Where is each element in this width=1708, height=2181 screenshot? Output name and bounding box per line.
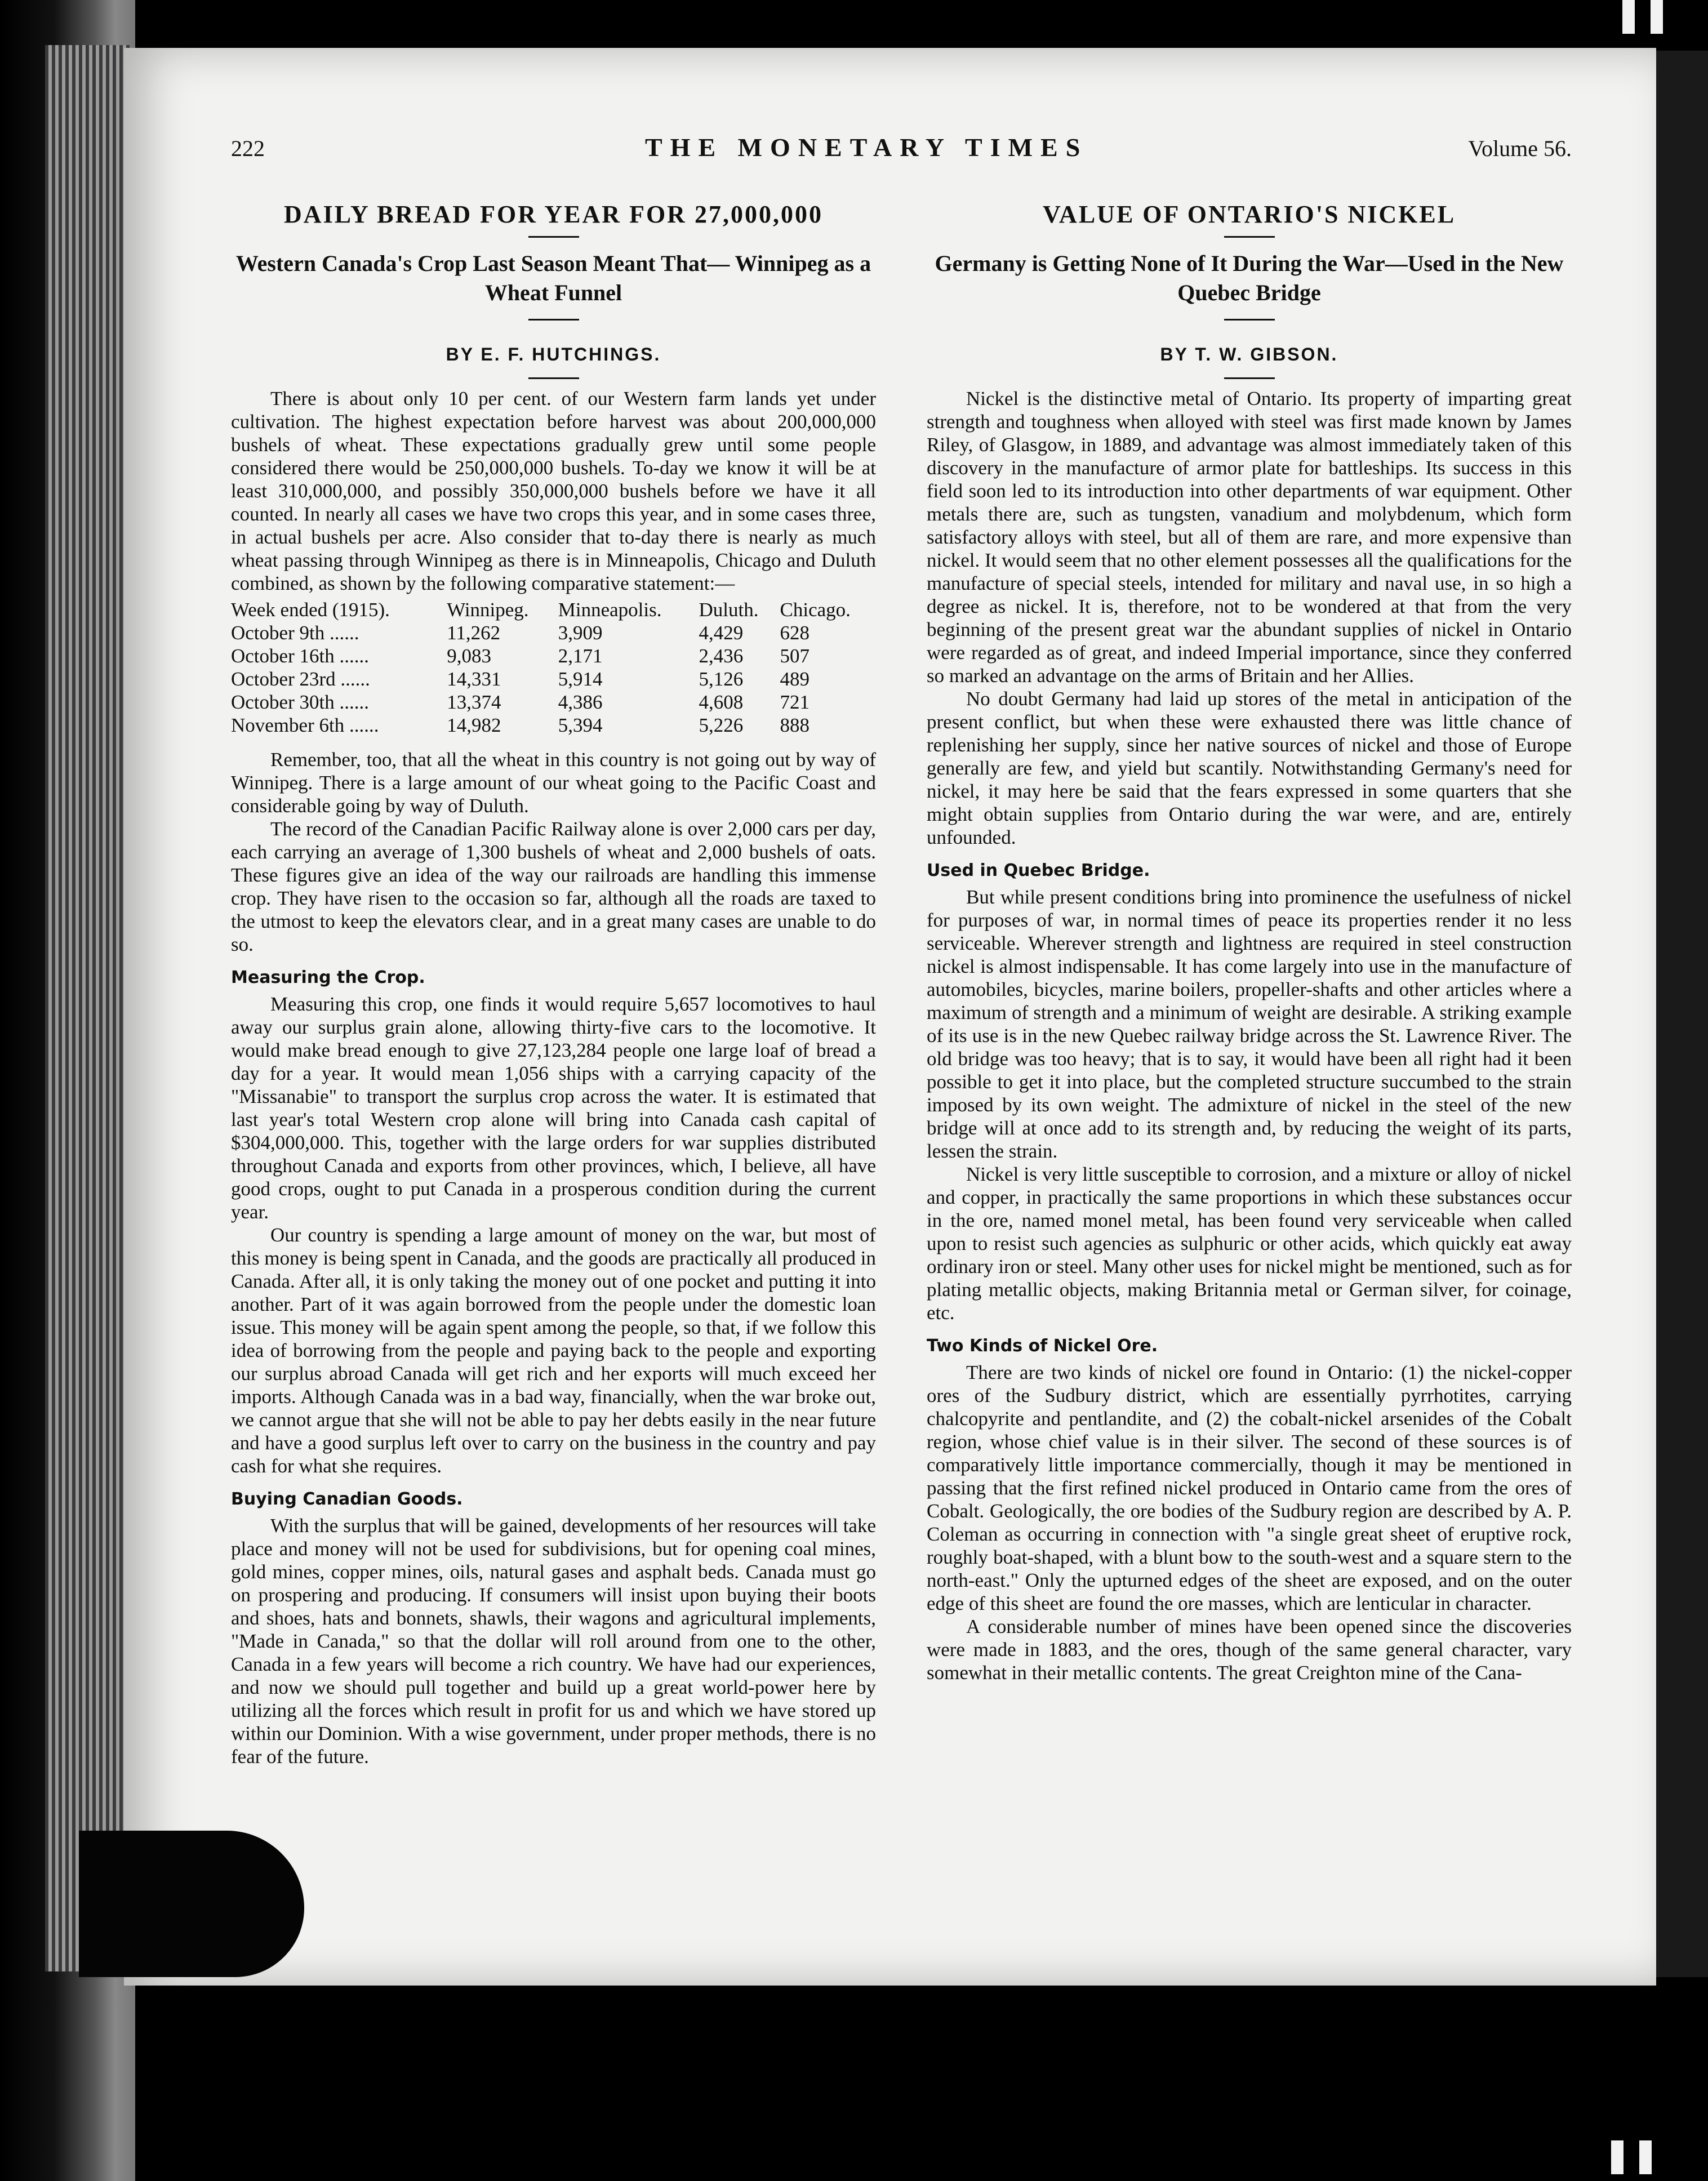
- volume-label: Volume 56.: [1468, 136, 1572, 161]
- divider: [1224, 236, 1275, 238]
- table-cell: 489: [780, 668, 810, 690]
- section-heading: Two Kinds of Nickel Ore.: [927, 1336, 1158, 1356]
- paragraph: But while present conditions bring into prominence the usefulness of nickel for purposes of war, in normal times of peace its properties render it no less serviceable. Wherever strength and lightness are required in steel construction nickel is almost indispensable. It has come largely into use in the manufacture of automobiles, bicycles, marine boilers, propeller-shafts and other articles where a maximum of strength and a minimum of weight are desirable. A striking example of its use is in the new Quebec railway bridge across the St. Lawrence River. The old bridge was too heavy; that is to say, it would have been all right had it been possible to get it into place, but the completed structure succumbed to the strain imposed by its own weight. The admixture of nickel in the steel of the new bridge will at once add to its strength and, by reducing the weight of its parts, lessen the strain.: [927, 886, 1572, 1162]
- table-cell: 9,083: [447, 645, 491, 667]
- article-subtitle: Western Canada's Crop Last Season Meant That— Winnipeg as a Wheat Funnel: [235, 251, 871, 305]
- table-cell: 888: [780, 714, 810, 736]
- paragraph: Measuring this crop, one finds it would require 5,657 locomotives to haul away our surplus grain alone, allowing thirty-five cars to the locomotive. It would make bread enough to give 27,123,284 people one large loaf of bread a day for a year. It would mean 1,056 ships with a carrying capacity of the "Missanabie" to transport the surplus crop across the water. It is estimated that last year's total Western crop alone will bring into Canada cash capital of $304,000,000. This, together with the large orders for war supplies distributed throughout Canada and exports from other provinces, which, I believe, all have good crops, ought to put Canada in a prosperous condition during the current year.: [231, 993, 876, 1223]
- table-cell: 507: [780, 645, 810, 667]
- paragraph: There are two kinds of nickel ore found in Ontario: (1) the nickel-copper ores of the Sudbury district, which are essentially pyrrhotites, carrying chalcopyrite and pentlandite, and (2) the cobalt-nickel arsenides of the Cobalt region, whose chief value is in their silver. The second of these sources is of comparatively little importance commercially, though it may be mentioned in passing that the first refined nickel produced in Ontario came from the ores of Cobalt. Geologically, the ore bodies of the Sudbury region are described by A. P. Coleman as occurring in connection with "a single great sheet of eruptive rock, roughly boat-shaped, with a blunt bow to the south-west and a square stern to the north-east." Only the upturned edges of the sheet are exposed, and on the outer edge of this sheet are found the ore masses, which are lenticular in character.: [927, 1361, 1572, 1614]
- table-cell: 13,374: [447, 691, 501, 713]
- running-header: [231, 132, 1572, 162]
- paragraph: Nickel is the distinctive metal of Ontario. Its property of imparting great strength and toughness when alloyed with steel was first made known by James Riley, of Glasgow, in 1889, and advantage was almost immediately taken of this discovery in the manufacture of armor plate for battleships. Its success in this field soon led to its introduction into other departments of war equipment. Other metals there are, such as tungsten, vanadium and molybdenum, which form satisfactory alloys with steel, but all of them are rare, and more expensive than nickel. It would seem that no other element possesses all the qualifications for the manufacture of special steels, intended for military and naval use, in so high a degree as nickel. It is, therefore, not to be wondered at that from the very beginning of the present great war the abundant supplies of nickel in Ontario were regarded as of great, and indeed Imperial importance, since they conferred so marked an advantage on the arms of Britain and her Allies.: [927, 388, 1572, 687]
- article-title: DAILY BREAD FOR YEAR FOR 27,000,000: [284, 201, 823, 228]
- column-header: Duluth.: [699, 599, 759, 621]
- table-cell: 2,171: [558, 645, 603, 667]
- table-row: [231, 714, 876, 737]
- article-title: VALUE OF ONTARIO'S NICKEL: [1042, 201, 1456, 228]
- divider: [528, 319, 579, 321]
- paragraph: Remember, too, that all the wheat in this country is not going out by way of Winnipeg. There is a large amount of our wheat going to the Pacific Coast and considerable going by way of Duluth.: [231, 749, 876, 817]
- table-cell: October 23rd ......: [231, 668, 370, 690]
- table-cell: October 30th ......: [231, 691, 369, 713]
- table-cell: 5,126: [699, 668, 744, 690]
- paragraph: Nickel is very little susceptible to corrosion, and a mixture or alloy of nickel and copper, in practically the same proportions in which these substances occur in the ore, named monel metal, has been found very serviceable when called upon to resist such agencies as sulphuric or other acids, which quickly eat away ordinary iron or steel. Many other uses for nickel might be mentioned, such as for plating metallic objects, making Britannia metal or German silver, for coinage, etc.: [927, 1163, 1572, 1324]
- column-header: Chicago.: [780, 599, 851, 621]
- table-cell: 3,909: [558, 622, 603, 644]
- left-article: [231, 196, 876, 1768]
- divider: [1224, 319, 1275, 321]
- frame-mark: [1611, 2140, 1624, 2174]
- article-subtitle: Germany is Getting None of It During the War—Used in the New Quebec Bridge: [935, 251, 1564, 305]
- paragraph: There is about only 10 per cent. of our Western farm lands yet under cultivation. The highest expectation before harvest was about 200,000,000 bushels of wheat. These expectations gradually grew until some people considered there would be 250,000,000 bushels. To-day we know it will be at least 310,000,000, and possibly 350,000,000 bushels before we have it all counted. In nearly all cases we have two crops this year, and in some cases three, in actual bushels per acre. Also consider that to-day there is nearly as much wheat passing through Winnipeg as there is in Minneapolis, Chicago and Duluth combined, as shown by the following comparative statement:—: [231, 388, 876, 594]
- column-header: Minneapolis.: [558, 599, 662, 621]
- frame-mark: [1651, 0, 1663, 34]
- article-byline: BY T. W. GIBSON.: [1160, 344, 1338, 364]
- table-cell: 14,982: [447, 714, 501, 736]
- divider: [528, 236, 579, 238]
- table-cell: 5,226: [699, 714, 744, 736]
- publication-title: THE MONETARY TIMES: [645, 133, 1088, 162]
- article-byline: BY E. F. HUTCHINGS.: [446, 344, 661, 364]
- table-cell: 5,394: [558, 714, 603, 736]
- page-stack-edge: [45, 45, 130, 1971]
- table-cell: 14,331: [447, 668, 501, 690]
- paragraph: The record of the Canadian Pacific Railway alone is over 2,000 cars per day, each carrying an average of 1,300 bushels of wheat and 2,000 bushels of oats. These figures give an idea of the way our railroads are handling this immense crop. They have risen to the occasion so far, although all the roads are taxed to the utmost to keep the elevators clear, and in a great many cases are unable to do so.: [231, 818, 876, 955]
- table-cell: 628: [780, 622, 810, 644]
- paragraph: Our country is spending a large amount of money on the war, but most of this money is being spent in Canada, and the goods are practically all produced in Canada. After all, it is only taking the money out of one pocket and putting it into another. Part of it was again borrowed from the people under the domestic loan issue. This money will be again spent among the people, so that, if we follow this idea of borrowing from the people and paying back to the people and exporting our surplus abroad Canada will get rich and her exports will much exceed her imports. Although Canada was in a bad way, financially, when the war broke out, we cannot argue that she will not be able to pay her debts easily in the near future and have a good surplus left over to carry on the business in the country and pay cash for what she requires.: [231, 1224, 876, 1477]
- table-row: [231, 691, 876, 714]
- paragraph: No doubt Germany had laid up stores of the metal in anticipation of the present conflict, but when these were exhausted there was little chance of replenishing her supply, since her native sources of nickel and those of Europe generally are few, and yield but scantily. Notwithstanding Germany's need for nickel, it may here be said that the fears expressed in some quarters that she might obtain supplies from Ontario during the war were, and are, entirely unfounded.: [927, 688, 1572, 848]
- table-cell: October 9th ......: [231, 622, 359, 644]
- frame-mark: [1639, 2140, 1652, 2174]
- column-header: Winnipeg.: [447, 599, 529, 621]
- document-page: [124, 48, 1656, 1986]
- table-row: [231, 644, 876, 667]
- section-heading: Used in Quebec Bridge.: [927, 861, 1150, 880]
- frame-mark: [1622, 0, 1635, 34]
- page-number: 222: [231, 136, 265, 161]
- table-cell: November 6th ......: [231, 714, 379, 736]
- divider: [1224, 377, 1275, 379]
- column-header: Week ended (1915).: [231, 599, 390, 621]
- wheat-receipts-table: [231, 598, 876, 737]
- table-cell: 5,914: [558, 668, 603, 690]
- thumb-shadow: [79, 1831, 304, 1977]
- table-row: [231, 621, 876, 644]
- table-cell: 11,262: [447, 622, 501, 644]
- table-cell: 4,386: [558, 691, 603, 713]
- table-cell: 2,436: [699, 645, 744, 667]
- divider: [528, 377, 579, 379]
- table-cell: 4,608: [699, 691, 744, 713]
- table-row: [231, 667, 876, 691]
- table-header-row: [231, 598, 876, 621]
- table-cell: 4,429: [699, 622, 744, 644]
- table-cell: October 16th ......: [231, 645, 369, 667]
- right-article: [927, 196, 1572, 1768]
- section-heading: Measuring the Crop.: [231, 968, 425, 987]
- paragraph: With the surplus that will be gained, developments of her resources will take place and money will not be used for subdivisions, but for opening coal mines, gold mines, copper mines, oils, natural gases and asphalt beds. Canada must go on prospering and producing. If consumers will insist upon buying their boots and shoes, hats and bonnets, shawls, their wagons and agricultural implements, "Made in Canada," so that the dollar will roll around from one to the other, Canada in a few years will become a rich country. We have had our experiences, and now we should pull together and build up a great world-power here by utilizing all the forces which result in profit for us and which we have stored up within our Dominion. With a wise government, under proper methods, there is no fear of the future.: [231, 1515, 876, 1768]
- table-cell: 721: [780, 691, 810, 713]
- paragraph: A considerable number of mines have been opened since the discoveries were made in 1883, and the ores, though of the same general character, vary somewhat in their metallic contents. The great Creighton mine of the Cana-: [927, 1615, 1572, 1684]
- article-columns: [231, 196, 1572, 1768]
- section-heading: Buying Canadian Goods.: [231, 1489, 463, 1509]
